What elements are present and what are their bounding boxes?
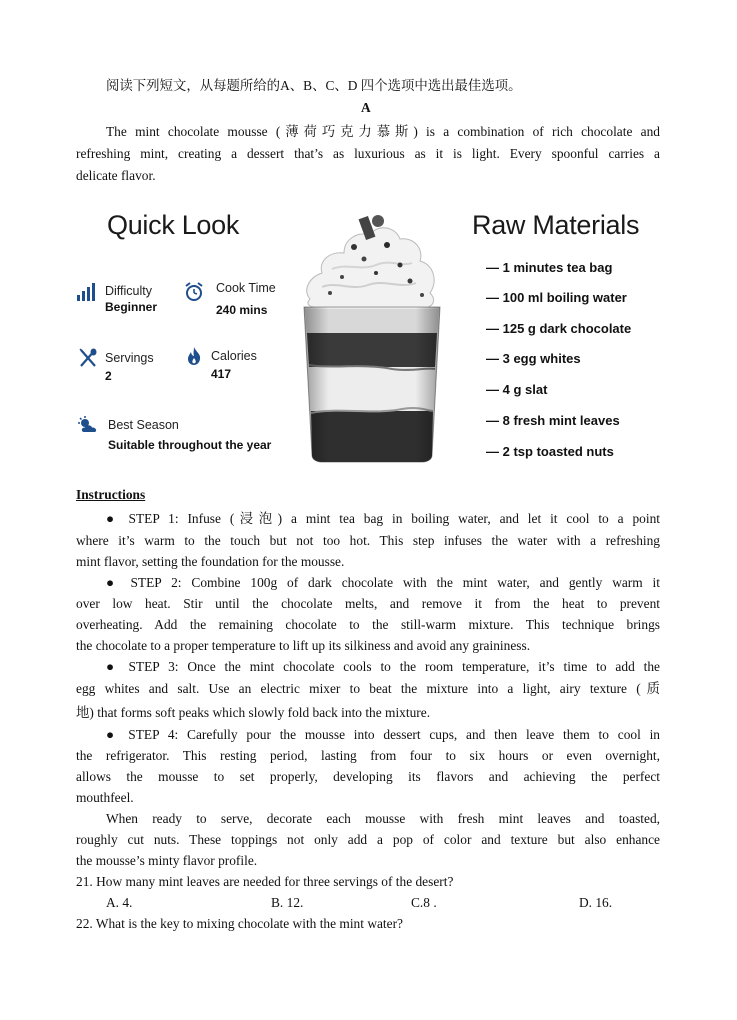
question-21: 21. How many mint leaves are needed for three servings of the desert? <box>76 874 454 889</box>
difficulty-value: Beginner <box>105 300 158 314</box>
best-season-value: Suitable throughout the year <box>108 438 272 452</box>
raw-material-item: — 1 minutes tea bag <box>486 260 613 275</box>
step4-line3: allows the mousse to set properly, developing its flavors and achieving the perfect <box>76 769 660 784</box>
para1-line3: delicate flavor. <box>76 168 156 183</box>
fork-spoon-icon <box>78 348 98 368</box>
mousse-glass-image <box>292 207 452 465</box>
para1-line1: The mint chocolate mousse (薄荷巧克力慕斯) is a combination of rich chocolate and <box>106 124 660 139</box>
step4-line1: ● STEP 4: Carefully pour the mousse into dessert cups, and then leave them to cool in <box>106 727 660 742</box>
q21-option-b: B. 12. <box>271 895 304 910</box>
signal-bars-icon <box>77 283 97 301</box>
raw-material-item: — 4 g slat <box>486 382 548 397</box>
servings-label: Servings <box>105 351 154 365</box>
step4-line4: mouthfeel. <box>76 790 134 805</box>
question-22: 22. What is the key to mixing chocolate with the mint water? <box>76 916 403 931</box>
step3-line3: 地) that forms soft peaks which slowly fold back into the mixture. <box>76 705 431 720</box>
step1-line2: where it’s warm to the touch but not too hot. This step infuses the water with a refreshing <box>76 533 660 548</box>
quick-look-title: Quick Look <box>107 210 240 240</box>
cook-time-value: 240 mins <box>216 303 268 317</box>
raw-material-item: — 3 egg whites <box>486 351 581 366</box>
q21-option-c: C.8 . <box>411 895 437 910</box>
q21-option-a: A. 4. <box>106 895 133 910</box>
serve-line2: roughly cut nuts. These toppings not only add a pop of color and texture but also enhance <box>76 832 660 847</box>
instruction-text: 阅读下列短文，从每题所给的A、B、C、D 四个选项中选出最佳选项。 <box>106 78 522 93</box>
cook-time-label: Cook Time <box>216 281 276 295</box>
step4-line2: the refrigerator. This resting period, lasting from four to six hours or even overnight, <box>76 748 660 763</box>
best-season-block <box>108 417 271 453</box>
para1-line2: refreshing mint, creating a dessert that’s as luxurious as it is light. Every spoonful carries a <box>76 146 660 161</box>
raw-material-item: — 8 fresh mint leaves <box>486 413 620 428</box>
step1-line3: mint flavor, setting the foundation for the mousse. <box>76 554 345 569</box>
section-letter: A <box>361 100 371 115</box>
instructions-heading: Instructions <box>76 487 146 502</box>
weather-cloud-sun-icon <box>77 416 101 434</box>
q21-option-d: D. 16. <box>579 895 613 910</box>
flame-icon <box>186 346 202 366</box>
raw-material-item: — 2 tsp toasted nuts <box>486 444 614 459</box>
step2-line3: overheating. Add the remaining chocolate to the still-warm mixture. This technique brings <box>76 617 660 632</box>
servings-value: 2 <box>105 369 112 383</box>
step1-line1: ● STEP 1: Infuse (浸泡) a mint tea bag in boiling water, and let it cool to a point <box>106 511 660 526</box>
difficulty-label: Difficulty <box>105 284 153 298</box>
raw-materials-title: Raw Materials <box>472 210 640 240</box>
serve-line1: When ready to serve, decorate each mousse with fresh mint leaves and toasted, <box>106 811 660 826</box>
serve-line3: the mousse’s minty flavor profile. <box>76 853 258 868</box>
raw-material-item: — 125 g dark chocolate <box>486 321 632 336</box>
difficulty-block <box>105 283 157 315</box>
step2-line1: ● STEP 2: Combine 100g of dark chocolate with the mint water, and gently warm it <box>106 575 660 590</box>
step3-line2: egg whites and salt. Use an electric mixer to beat the mixture into a light, airy texture (质 <box>76 681 660 696</box>
calories-value: 417 <box>211 367 232 381</box>
servings-block <box>105 350 154 384</box>
step3-line1: ● STEP 3: Once the mint chocolate cools to the room temperature, it’s time to add the <box>106 659 660 674</box>
alarm-clock-icon <box>184 282 204 302</box>
calories-label: Calories <box>211 349 257 363</box>
best-season-label: Best Season <box>108 418 179 432</box>
cook-time-block <box>216 280 276 318</box>
step2-line4: the chocolate to a proper temperature to lift up its silkiness and avoid any graininess. <box>76 638 531 653</box>
calories-block <box>211 348 257 382</box>
step2-line2: over low heat. Stir until the chocolate melts, and remove it from the heat to prevent <box>76 596 660 611</box>
raw-material-item: — 100 ml boiling water <box>486 290 627 305</box>
